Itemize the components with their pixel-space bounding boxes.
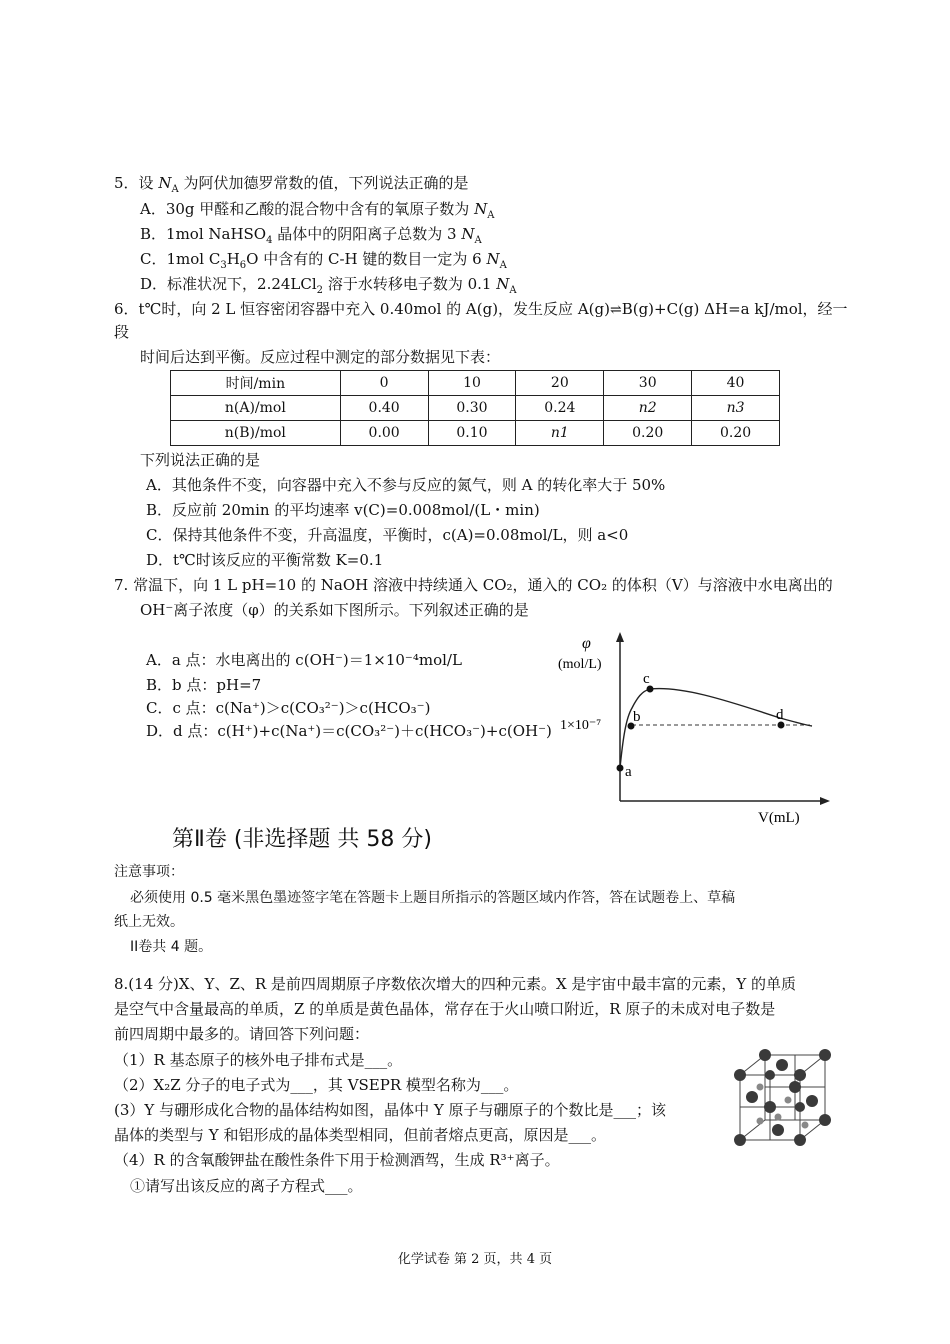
notice-text-1: 必须使用 0.5 毫米黑色墨迹签字笔在答题卡上题目所指示的答题区域内作答，答在试题卷上、草稿 [130,890,736,906]
notice-label: 注意事项： [114,864,184,880]
q6-option-c: C．保持其他条件不变，升高温度，平衡时，c(A)=0.08mol/L，则 a<0 [146,526,629,544]
table-row: n(B)/mol 0.00 0.10 n1 0.20 0.20 [171,421,780,446]
q5-option-c: C．1mol $C_3H_6O$ 中含有的 C-H 键的数目一定为 6 $N_A$ [140,250,507,271]
q8-sub3b: 晶体的类型与 Y 和铝形成的晶体类型相同，但前者熔点更高，原因是___。 [114,1126,606,1144]
q6-stem-cont: 段 [114,323,130,341]
q6-stem-line2: 时间后达到平衡。反应过程中测定的部分数据见下表： [140,348,501,366]
y-axis-label: φ [582,635,591,652]
data-curve [620,689,812,768]
q6-option-d: D．t℃时该反应的平衡常数 K=0.1 [146,551,384,569]
y-axis-unit: (mol/L) [558,657,602,672]
point-label-d: d [776,707,784,723]
reference-label: 1×10⁻⁷ [560,718,602,733]
y-axis-arrow-icon [616,632,624,642]
q6-ask: 下列说法正确的是 [140,451,261,469]
x-axis-label: V(mL) [758,810,800,826]
q8-sub3a: (3）Y 与硼形成化合物的晶体结构如图，晶体中 Y 原子与硼原子的个数比是___；该 [114,1101,667,1119]
point-label-c: c [643,671,650,687]
crystal-structure-diagram [730,1045,840,1150]
q7-option-c: C．c 点：c(Na⁺)＞c(CO₃²⁻)＞c(HCO₃⁻) [146,699,431,717]
q6-option-b: B．反应前 20min 的平均速率 v(C)=0.008mol/(L・min) [146,501,540,519]
q8-line2: 是空气中含量最高的单质，Z 的单质是黄色晶体，常存在于火山喷口附近，R 原子的未成对电子数是 [114,1000,776,1018]
table-row: n(A)/mol 0.40 0.30 0.24 n2 n3 [171,396,780,421]
q6-stem-line1: 6．t℃时，向 2 L 恒容密闭容器中充入 0.40mol 的 A(g)，发生反应 A(g)⇌B(g)+C(g) ΔH=a kJ/mol，经一 [114,300,848,318]
q8-line3: 前四周期中最多的。请回答下列问题： [114,1025,370,1043]
point-label-b: b [633,709,641,725]
notice-text-2: II卷共 4 题。 [130,939,213,955]
q5-option-b: B．1mol NaHSO$_4$ 晶体中的阴阳离子总数为 3 $N_A$ [140,225,482,246]
q5-option-d: D．标准状况下，2.24LCl$_2$ 溶于水转移电子数为 0.1 $N_A$ [140,275,517,296]
q5-option-a: A．30g 甲醛和乙酸的混合物中含有的氧原子数为 $N_A$ [140,200,495,221]
q5-stem: 5．设 $N_A$ 为阿伏加德罗常数的值，下列说法正确的是 [114,174,469,195]
page-footer: 化学试卷 第 2 页，共 4 页 [397,1252,553,1267]
equilibrium-arrow-icon: ⇌ [609,302,622,318]
point-label-a: a [625,764,632,780]
point-a [617,765,624,772]
x-axis-arrow-icon [820,797,830,805]
q6-data-table [170,370,780,446]
q7-option-a: A．a 点：水电离出的 c(OH⁻)＝1×10⁻⁴mol/L [146,651,462,669]
q8-sub2: （2）X₂Z 分子的电子式为___，其 VSEPR 模型名称为___。 [114,1076,519,1094]
q7-chart [540,628,840,828]
q8-sub4: （4）R 的含氧酸钾盐在酸性条件下用于检测酒驾，生成 R³⁺离子。 [114,1151,560,1169]
q6-option-a: A．其他条件不变，向容器中充入不参与反应的氮气，则 A 的转化率大于 50% [146,476,666,494]
notice-text-1b: 纸上无效。 [114,914,184,930]
q7-stem-line2: OH⁻离子浓度（φ）的关系如下图所示。下列叙述正确的是 [140,601,529,619]
q7-option-b: B．b 点：pH=7 [146,676,262,694]
q7-option-d: D．d 点：c(H⁺)+c(Na⁺)＝c(CO₃²⁻)＋c(HCO₃⁻)+c(OH⁻) [146,722,552,740]
q8-sub1: （1）R 基态原子的核外电子排布式是___。 [114,1051,403,1069]
q7-stem-line1: 7. 常温下，向 1 L pH=10 的 NaOH 溶液中持续通入 CO₂，通入的 CO₂ 的体积（V）与溶液中水电离出的 [114,576,833,594]
q8-sub4-1: ①请写出该反应的离子方程式___。 [130,1177,363,1195]
q8-line1: 8.(14 分)X、Y、Z、R 是前四周期原子序数依次增大的四种元素。X 是宇宙中最丰富的元素，Y 的单质 [114,975,797,993]
table-row: 时间/min 0 10 20 30 40 [171,371,780,396]
part2-title: 第Ⅱ卷 (非选择题 共 58 分) [172,827,432,852]
